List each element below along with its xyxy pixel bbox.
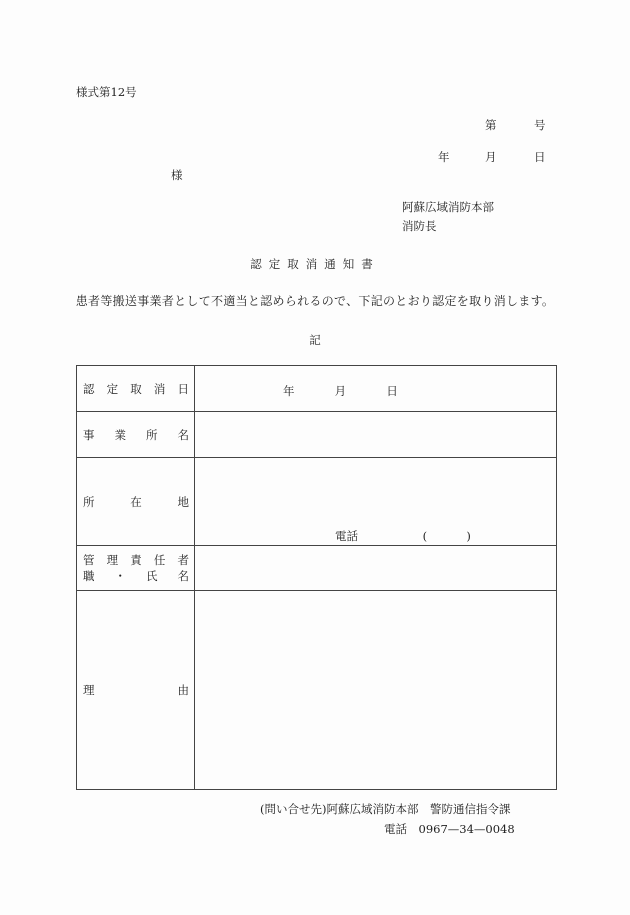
issue-date-year: 年 (438, 150, 450, 164)
sender-organization: 阿蘇広域消防本部 (402, 200, 494, 214)
label-char: 責 (130, 553, 142, 567)
revocation-day-label: 日 (386, 384, 398, 398)
ki-heading: 記 (309, 333, 321, 347)
revocation-form-table (76, 365, 557, 790)
reason-field[interactable] (195, 591, 557, 790)
contact-phone: 電話 0967—34—0048 (384, 822, 515, 836)
manager-field[interactable] (195, 546, 557, 591)
phone-label: 電話 (335, 529, 358, 543)
table-row (77, 591, 557, 790)
contact-info: (問い合せ先)阿蘇広域消防本部 警防通信指令課 (260, 802, 511, 816)
label-address (77, 458, 195, 546)
revocation-year-label: 年 (283, 384, 295, 398)
document-body: 患者等搬送事業者として不適当と認められるので、下記のとおり認定を取り消します。 (75, 294, 555, 308)
label-char: 在 (130, 494, 142, 509)
label-char: 者 (177, 553, 189, 567)
document-title: 認定取消通知書 (250, 257, 380, 271)
label-business-name (77, 412, 195, 458)
revocation-month-label: 月 (334, 384, 347, 398)
addressee-suffix: 様 (171, 168, 183, 182)
table-row (77, 546, 557, 591)
label-char: 取 (130, 381, 142, 396)
issue-date-month: 月 (485, 150, 497, 164)
label-char: 氏 (146, 569, 158, 583)
label-reason (77, 591, 195, 790)
label-char: 所 (146, 427, 158, 442)
label-char: 定 (106, 381, 119, 396)
label-char: 認 (83, 381, 95, 396)
business-name-field[interactable] (195, 412, 557, 458)
address-field[interactable] (195, 458, 557, 546)
phone-line (335, 528, 471, 544)
label-char: 名 (177, 427, 189, 442)
label-char: 日 (177, 381, 189, 396)
sender-title: 消防長 (402, 219, 437, 233)
label-char: 由 (177, 683, 189, 697)
paren-close: ) (466, 529, 471, 543)
form-number: 様式第12号 (76, 85, 137, 99)
revocation-date-field[interactable] (195, 366, 557, 412)
doc-number-suffix: 号 (534, 118, 546, 132)
table-row (77, 458, 557, 546)
label-char: 理 (106, 553, 119, 567)
label-manager (77, 546, 195, 591)
issue-date-day: 日 (534, 150, 546, 164)
paren-open: ( (422, 529, 428, 543)
doc-number-prefix: 第 (485, 118, 497, 132)
label-char: 地 (177, 494, 189, 509)
table-row (77, 412, 557, 458)
label-revocation-date (77, 366, 195, 412)
label-char: 業 (114, 427, 126, 442)
label-char: 職 (83, 569, 95, 583)
label-char: 名 (177, 569, 189, 583)
label-char: 所 (83, 494, 95, 509)
label-char: ・ (114, 569, 126, 583)
table-row (77, 366, 557, 412)
label-char: 管 (83, 553, 95, 567)
label-char: 理 (83, 683, 95, 697)
label-char: 消 (153, 381, 166, 396)
label-char: 任 (153, 553, 166, 567)
label-char: 事 (83, 427, 95, 442)
